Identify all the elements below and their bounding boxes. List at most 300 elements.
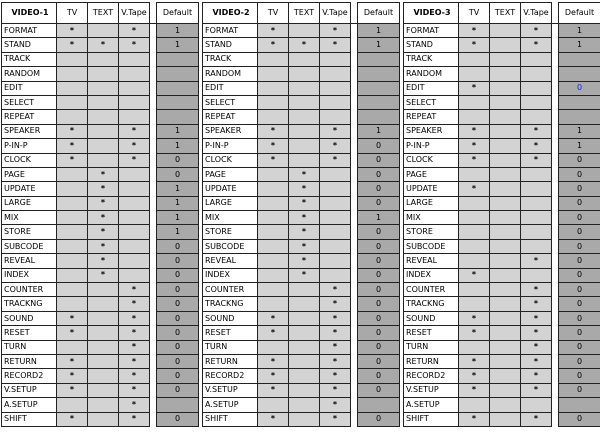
feature-name: REVEAL xyxy=(203,254,258,268)
spacer xyxy=(351,254,358,268)
vtape-mark xyxy=(119,196,150,210)
spacer xyxy=(552,239,559,253)
spacer xyxy=(150,369,157,383)
tv-mark xyxy=(459,239,490,253)
tv-mark xyxy=(258,182,289,196)
feature-name: STAND xyxy=(404,38,459,52)
vtape-mark xyxy=(119,67,150,81)
tv-mark xyxy=(459,67,490,81)
text-mark: * xyxy=(88,182,119,196)
default-value xyxy=(559,95,600,109)
spacer xyxy=(351,153,358,167)
spacer xyxy=(150,311,157,325)
table-row xyxy=(2,124,199,138)
spacer xyxy=(150,52,157,66)
table-row xyxy=(203,52,400,66)
default-value: 0 xyxy=(157,239,199,253)
vtape-mark xyxy=(521,182,552,196)
vtape-mark xyxy=(119,167,150,181)
feature-name: REPEAT xyxy=(2,110,57,124)
vtape-mark: * xyxy=(521,354,552,368)
tv-mark: * xyxy=(459,311,490,325)
spacer xyxy=(150,354,157,368)
tv-mark xyxy=(57,211,88,225)
table-row xyxy=(404,412,600,426)
default-value: 0 xyxy=(157,340,199,354)
vtape-column-header: V.Tape xyxy=(320,3,351,24)
default-value xyxy=(559,52,600,66)
default-value: 1 xyxy=(157,196,199,210)
default-value xyxy=(358,52,400,66)
text-mark xyxy=(88,81,119,95)
spacer xyxy=(150,67,157,81)
text-mark xyxy=(490,283,521,297)
feature-name: RECORD2 xyxy=(2,369,57,383)
table-row xyxy=(203,412,400,426)
tv-mark: * xyxy=(459,38,490,52)
feature-name: SUBCODE xyxy=(404,239,459,253)
vtape-mark: * xyxy=(119,139,150,153)
spacer xyxy=(150,167,157,181)
table-row xyxy=(404,354,600,368)
table-row xyxy=(404,52,600,66)
default-value: 1 xyxy=(559,139,600,153)
default-value: 1 xyxy=(358,24,400,38)
table-row xyxy=(203,153,400,167)
table-row xyxy=(404,196,600,210)
text-mark xyxy=(88,283,119,297)
vtape-mark xyxy=(521,225,552,239)
table-row xyxy=(2,153,199,167)
text-mark xyxy=(490,81,521,95)
text-mark xyxy=(490,354,521,368)
feature-name: UPDATE xyxy=(203,182,258,196)
tv-mark xyxy=(57,182,88,196)
text-mark xyxy=(88,153,119,167)
default-value: 0 xyxy=(559,153,600,167)
tv-mark xyxy=(258,81,289,95)
text-mark: * xyxy=(289,239,320,253)
table-row xyxy=(404,369,600,383)
text-mark xyxy=(88,110,119,124)
text-mark xyxy=(490,383,521,397)
tv-mark xyxy=(459,340,490,354)
vtape-mark: * xyxy=(521,254,552,268)
table-row xyxy=(2,268,199,282)
text-mark: * xyxy=(289,268,320,282)
vtape-mark: * xyxy=(119,297,150,311)
text-mark: * xyxy=(88,211,119,225)
vtape-mark xyxy=(320,81,351,95)
default-value: 0 xyxy=(157,412,199,426)
tv-mark: * xyxy=(459,139,490,153)
default-value xyxy=(358,67,400,81)
tv-mark xyxy=(258,239,289,253)
feature-name: RESET xyxy=(2,326,57,340)
feature-name: REVEAL xyxy=(2,254,57,268)
vtape-mark xyxy=(521,52,552,66)
tv-mark: * xyxy=(57,369,88,383)
table-row xyxy=(404,211,600,225)
default-value: 0 xyxy=(358,167,400,181)
spacer xyxy=(150,139,157,153)
tv-mark xyxy=(57,81,88,95)
table-row xyxy=(2,283,199,297)
table-row xyxy=(2,95,199,109)
feature-name: V.SETUP xyxy=(404,383,459,397)
spacer xyxy=(150,153,157,167)
table-row xyxy=(404,268,600,282)
table-row xyxy=(203,124,400,138)
text-mark xyxy=(490,153,521,167)
default-value: 1 xyxy=(157,211,199,225)
text-mark xyxy=(490,38,521,52)
text-mark xyxy=(289,95,320,109)
default-value xyxy=(157,110,199,124)
spacer xyxy=(351,369,358,383)
spacer xyxy=(552,124,559,138)
tv-mark: * xyxy=(459,81,490,95)
table-row xyxy=(203,311,400,325)
vtape-mark: * xyxy=(320,311,351,325)
spacer xyxy=(150,254,157,268)
feature-name: STORE xyxy=(404,225,459,239)
vtape-mark: * xyxy=(320,153,351,167)
feature-name: RECORD2 xyxy=(404,369,459,383)
feature-name: RESET xyxy=(203,326,258,340)
feature-name: TURN xyxy=(404,340,459,354)
table-row xyxy=(203,297,400,311)
default-value: 0 xyxy=(358,182,400,196)
spacer xyxy=(150,196,157,210)
text-mark xyxy=(490,167,521,181)
tv-mark xyxy=(459,95,490,109)
vtape-mark xyxy=(320,268,351,282)
feature-name: REPEAT xyxy=(203,110,258,124)
default-value: 0 xyxy=(157,153,199,167)
spacer xyxy=(351,297,358,311)
feature-name: FORMAT xyxy=(203,24,258,38)
table-row xyxy=(203,167,400,181)
text-mark xyxy=(88,297,119,311)
tv-mark: * xyxy=(459,369,490,383)
default-value xyxy=(559,67,600,81)
table-row xyxy=(203,268,400,282)
default-value xyxy=(157,81,199,95)
text-mark xyxy=(289,283,320,297)
tv-mark: * xyxy=(258,139,289,153)
vtape-mark xyxy=(521,167,552,181)
default-value: 0 xyxy=(358,254,400,268)
vtape-mark: * xyxy=(320,354,351,368)
text-mark: * xyxy=(289,182,320,196)
spacer xyxy=(552,340,559,354)
text-mark xyxy=(289,24,320,38)
text-mark xyxy=(289,311,320,325)
feature-name: RETURN xyxy=(404,354,459,368)
vtape-mark xyxy=(119,52,150,66)
table-row xyxy=(404,283,600,297)
video-table-2 xyxy=(202,2,400,427)
vtape-mark: * xyxy=(320,398,351,412)
tv-mark xyxy=(57,239,88,253)
text-mark xyxy=(490,95,521,109)
table-row xyxy=(404,167,600,181)
feature-name: CLOCK xyxy=(203,153,258,167)
default-value xyxy=(157,67,199,81)
feature-name: COUNTER xyxy=(203,283,258,297)
table-row xyxy=(203,239,400,253)
vtape-mark: * xyxy=(320,38,351,52)
text-mark xyxy=(88,124,119,138)
default-value: 1 xyxy=(358,124,400,138)
spacer xyxy=(552,268,559,282)
tv-mark xyxy=(258,268,289,282)
tv-mark xyxy=(258,52,289,66)
spacer xyxy=(150,182,157,196)
default-value: 0 xyxy=(157,167,199,181)
table-row xyxy=(203,225,400,239)
vtape-mark xyxy=(320,254,351,268)
tv-mark xyxy=(57,52,88,66)
default-value: 0 xyxy=(559,354,600,368)
default-value xyxy=(358,110,400,124)
table-row xyxy=(203,398,400,412)
default-value: 0 xyxy=(559,196,600,210)
table-row xyxy=(203,24,400,38)
feature-name: EDIT xyxy=(2,81,57,95)
spacer xyxy=(150,24,157,38)
tv-mark xyxy=(57,340,88,354)
text-mark xyxy=(490,139,521,153)
vtape-mark xyxy=(119,239,150,253)
table-row xyxy=(203,283,400,297)
text-mark xyxy=(88,67,119,81)
vtape-mark: * xyxy=(521,153,552,167)
default-value: 0 xyxy=(358,153,400,167)
text-mark xyxy=(88,326,119,340)
tv-mark xyxy=(459,297,490,311)
spacer xyxy=(552,283,559,297)
table-row xyxy=(2,211,199,225)
vtape-mark xyxy=(521,110,552,124)
feature-name: TRACKNG xyxy=(203,297,258,311)
default-value: 0 xyxy=(358,340,400,354)
text-mark xyxy=(88,383,119,397)
feature-name: PAGE xyxy=(404,167,459,181)
tv-mark: * xyxy=(459,383,490,397)
text-mark xyxy=(490,67,521,81)
table-row xyxy=(404,297,600,311)
spacer xyxy=(552,211,559,225)
table-row xyxy=(2,383,199,397)
default-value xyxy=(157,398,199,412)
default-value: 0 xyxy=(157,369,199,383)
feature-name: SHIFT xyxy=(2,412,57,426)
spacer xyxy=(351,124,358,138)
vtape-mark: * xyxy=(320,283,351,297)
spacer xyxy=(552,254,559,268)
vtape-mark: * xyxy=(521,311,552,325)
default-value xyxy=(358,81,400,95)
text-mark xyxy=(289,81,320,95)
feature-name: RANDOM xyxy=(2,67,57,81)
default-value: 0 xyxy=(559,182,600,196)
spacer xyxy=(552,139,559,153)
feature-name: MIX xyxy=(404,211,459,225)
default-column-header: Default xyxy=(358,3,400,24)
tv-column-header: TV xyxy=(459,3,490,24)
table-row xyxy=(203,67,400,81)
text-mark xyxy=(490,196,521,210)
vtape-mark xyxy=(320,196,351,210)
table-row xyxy=(404,153,600,167)
default-value: 1 xyxy=(157,124,199,138)
tv-mark xyxy=(258,67,289,81)
spacer xyxy=(150,398,157,412)
text-column-header: TEXT xyxy=(289,3,320,24)
default-value: 0 xyxy=(358,311,400,325)
vtape-mark: * xyxy=(521,283,552,297)
spacer xyxy=(351,225,358,239)
spacer xyxy=(150,124,157,138)
text-mark xyxy=(88,398,119,412)
spacer xyxy=(351,139,358,153)
feature-name: LARGE xyxy=(2,196,57,210)
feature-name: V.SETUP xyxy=(2,383,57,397)
tv-mark xyxy=(459,283,490,297)
table-row xyxy=(404,311,600,325)
text-mark xyxy=(289,340,320,354)
text-mark xyxy=(289,326,320,340)
text-mark xyxy=(490,254,521,268)
vtape-mark xyxy=(119,254,150,268)
spacer xyxy=(351,196,358,210)
feature-name: A.SETUP xyxy=(404,398,459,412)
default-value xyxy=(358,95,400,109)
vtape-mark xyxy=(119,211,150,225)
tv-mark xyxy=(258,211,289,225)
text-mark xyxy=(490,211,521,225)
vtape-mark: * xyxy=(521,326,552,340)
spacer xyxy=(552,196,559,210)
spacer xyxy=(351,38,358,52)
tv-mark xyxy=(57,67,88,81)
vtape-mark: * xyxy=(320,383,351,397)
spacer xyxy=(552,383,559,397)
spacer xyxy=(150,412,157,426)
feature-name: STAND xyxy=(2,38,57,52)
table-row xyxy=(2,225,199,239)
text-mark: * xyxy=(289,254,320,268)
default-value: 0 xyxy=(157,311,199,325)
vtape-mark xyxy=(521,268,552,282)
text-mark: * xyxy=(289,196,320,210)
table-row xyxy=(203,182,400,196)
text-mark: * xyxy=(88,254,119,268)
table-row xyxy=(404,383,600,397)
vtape-mark xyxy=(320,225,351,239)
default-value: 0 xyxy=(358,412,400,426)
table-row xyxy=(203,38,400,52)
default-value: 0 xyxy=(559,268,600,282)
text-mark xyxy=(490,24,521,38)
feature-name: SPEAKER xyxy=(2,124,57,138)
spacer xyxy=(552,67,559,81)
feature-name: P-IN-P xyxy=(203,139,258,153)
vtape-mark xyxy=(119,268,150,282)
text-mark xyxy=(88,95,119,109)
table-row xyxy=(2,81,199,95)
tv-mark: * xyxy=(459,354,490,368)
table-title: VIDEO-1 xyxy=(2,3,57,24)
feature-name: P-IN-P xyxy=(404,139,459,153)
tv-mark: * xyxy=(459,124,490,138)
vtape-mark: * xyxy=(320,139,351,153)
tv-mark xyxy=(258,340,289,354)
vtape-column-header: V.Tape xyxy=(521,3,552,24)
tv-mark: * xyxy=(57,326,88,340)
text-mark xyxy=(490,398,521,412)
vtape-mark: * xyxy=(320,326,351,340)
tv-mark: * xyxy=(258,383,289,397)
default-value: 1 xyxy=(157,24,199,38)
default-value: 0 xyxy=(559,297,600,311)
tv-mark xyxy=(57,95,88,109)
spacer xyxy=(150,383,157,397)
tv-mark xyxy=(258,254,289,268)
tv-mark: * xyxy=(57,124,88,138)
feature-name: CLOCK xyxy=(404,153,459,167)
default-value: 0 xyxy=(157,297,199,311)
tv-mark xyxy=(258,297,289,311)
tv-mark xyxy=(57,268,88,282)
vtape-mark: * xyxy=(521,124,552,138)
feature-name: TRACK xyxy=(2,52,57,66)
vtape-mark xyxy=(119,81,150,95)
text-mark xyxy=(490,369,521,383)
feature-name: MIX xyxy=(2,211,57,225)
feature-name: REPEAT xyxy=(404,110,459,124)
text-mark xyxy=(289,67,320,81)
default-value: 0 xyxy=(358,225,400,239)
table-row xyxy=(2,254,199,268)
tv-mark xyxy=(258,225,289,239)
default-value: 0 xyxy=(358,268,400,282)
text-mark xyxy=(490,110,521,124)
feature-name: A.SETUP xyxy=(2,398,57,412)
tv-mark xyxy=(57,297,88,311)
default-value: 1 xyxy=(157,225,199,239)
default-value: 0 xyxy=(358,139,400,153)
default-value: 1 xyxy=(157,182,199,196)
vtape-mark: * xyxy=(119,124,150,138)
vtape-mark xyxy=(521,239,552,253)
spacer xyxy=(150,283,157,297)
feature-name: RANDOM xyxy=(203,67,258,81)
vtape-mark xyxy=(320,211,351,225)
spacer xyxy=(351,110,358,124)
table-row xyxy=(203,383,400,397)
vtape-mark: * xyxy=(521,369,552,383)
spacer xyxy=(552,167,559,181)
spacer xyxy=(150,3,157,24)
vtape-mark xyxy=(320,52,351,66)
feature-name: A.SETUP xyxy=(203,398,258,412)
table-row xyxy=(404,239,600,253)
spacer xyxy=(351,412,358,426)
tv-mark: * xyxy=(258,311,289,325)
